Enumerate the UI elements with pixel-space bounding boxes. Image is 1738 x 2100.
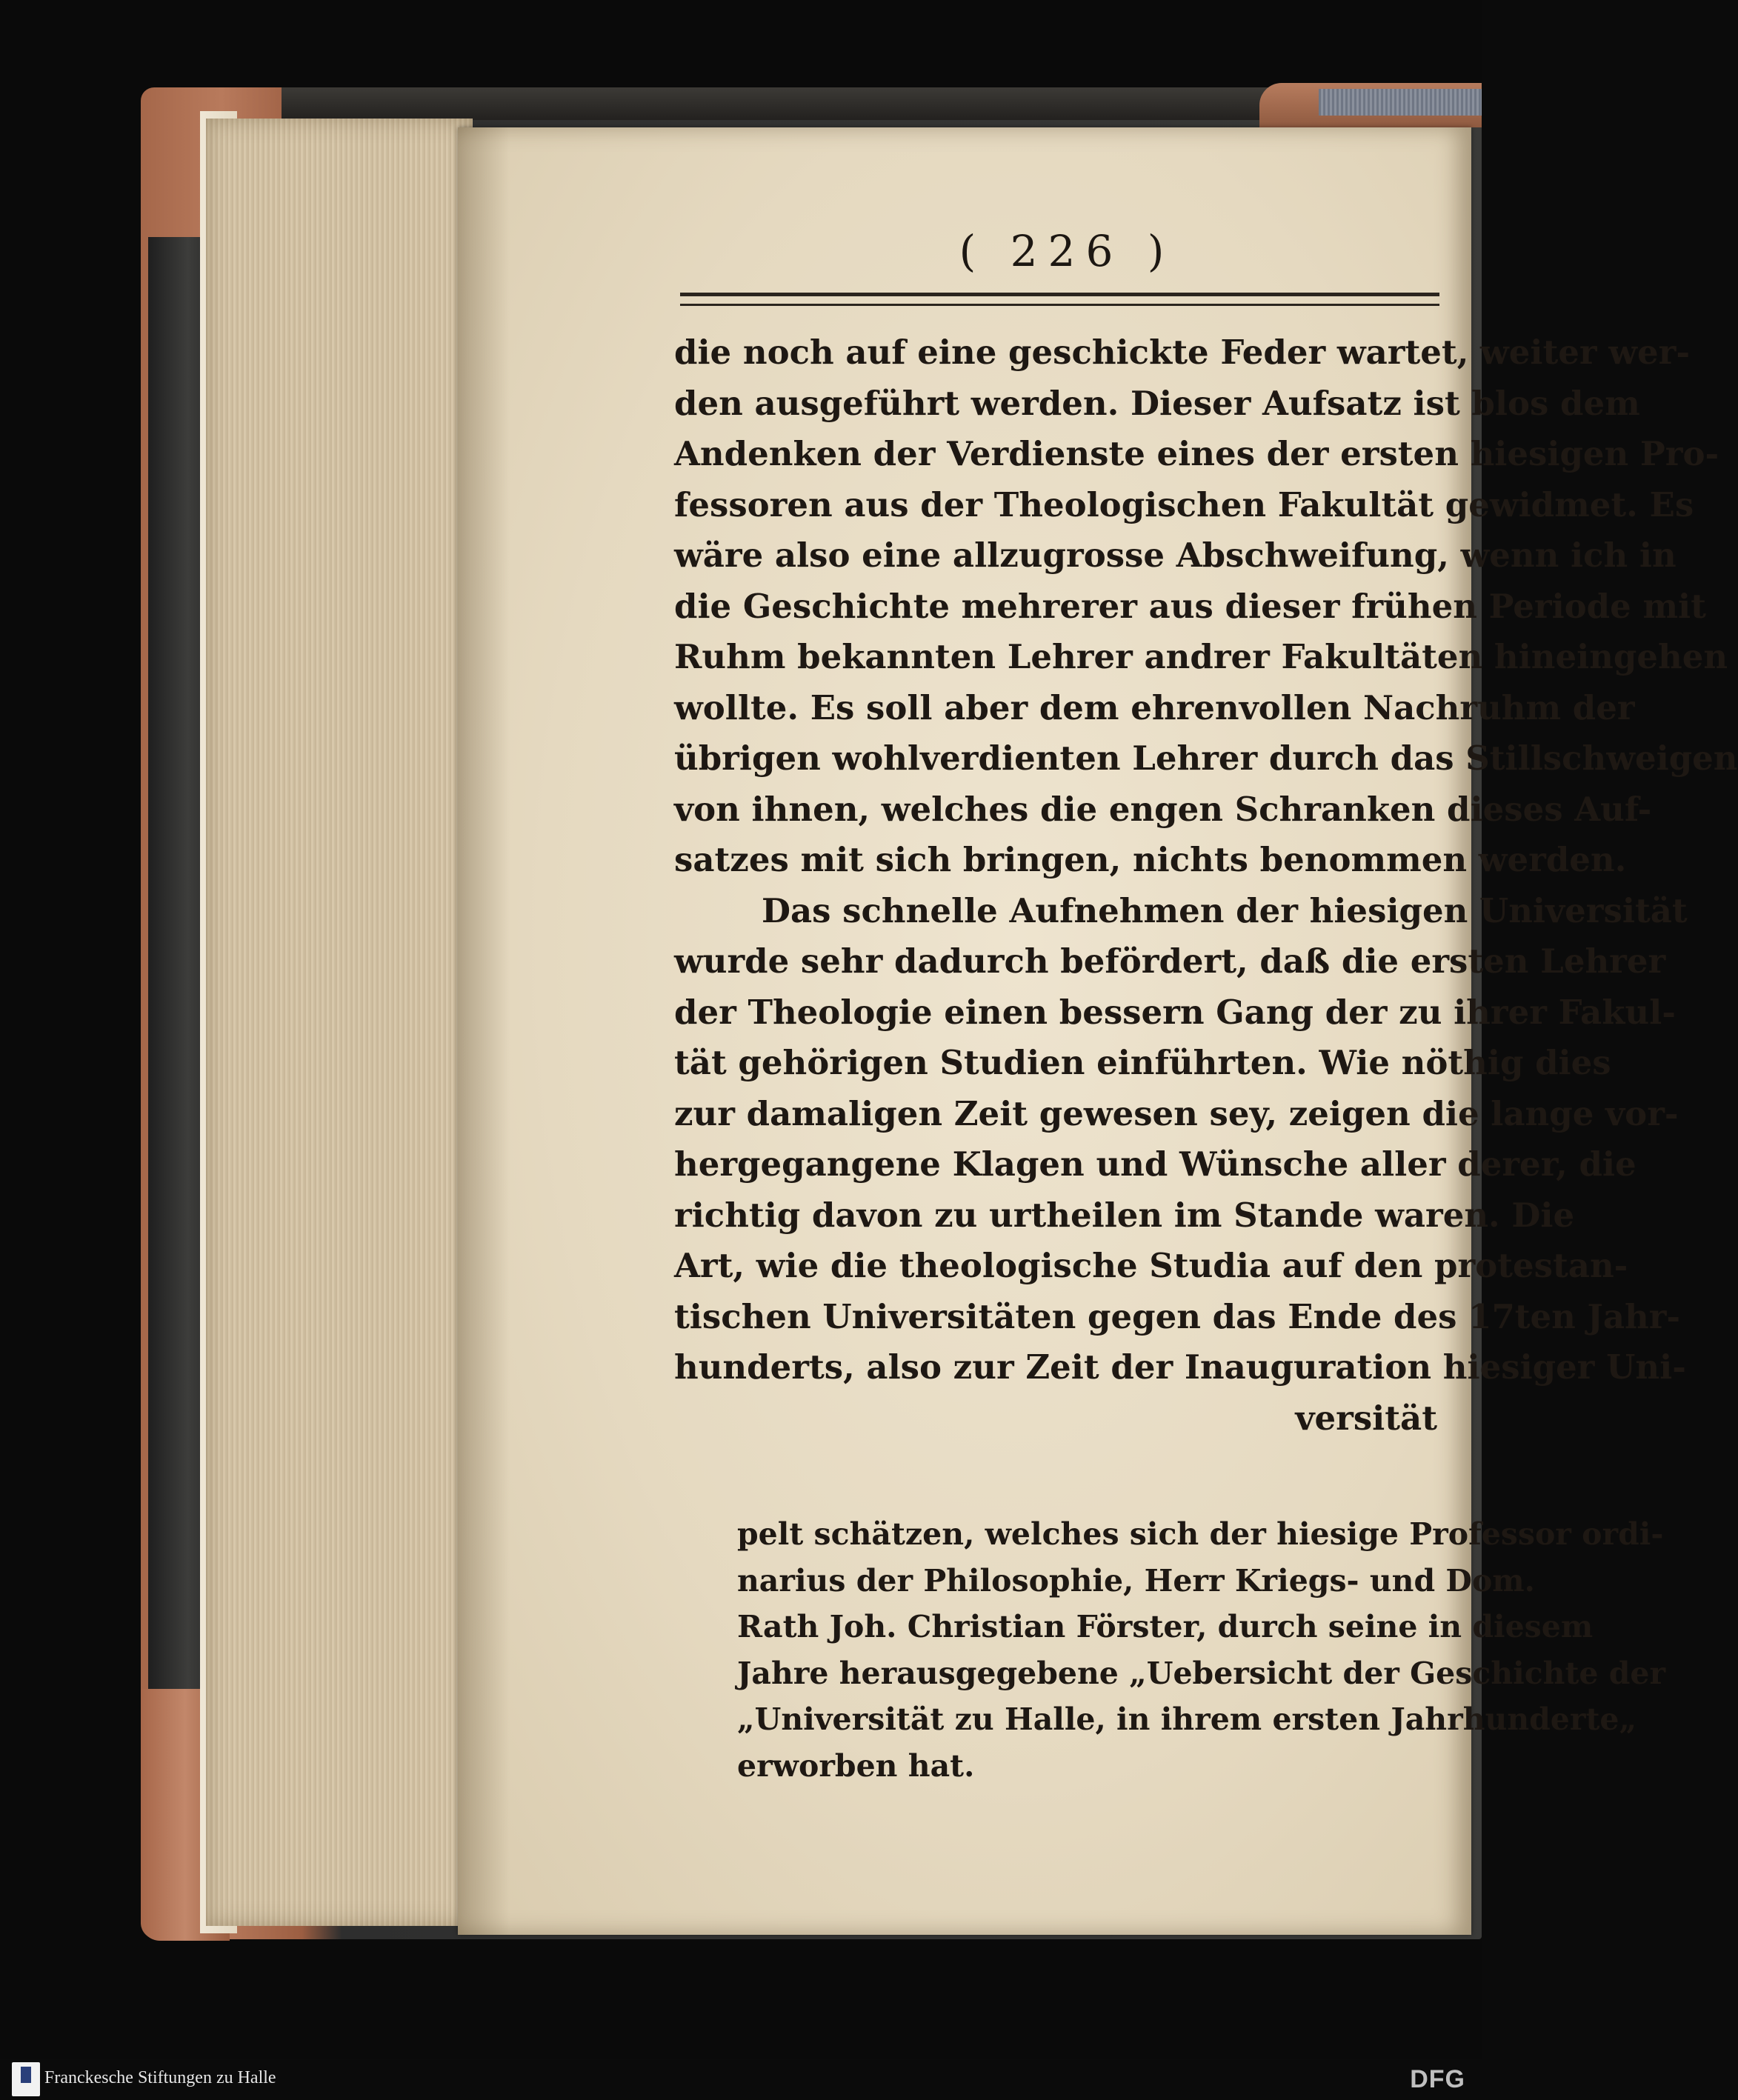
footnote-line: narius der Philosophie, Herr Kriegs- und Dom. [737,1562,1535,1599]
text-line: satzes mit sich bringen, nichts benommen werden. [674,840,1627,879]
text-line: wurde sehr dadurch befördert, daß die ersten Lehrer [674,941,1666,981]
text-line: die noch auf eine geschickte Feder wartet, weiter wer- [674,333,1691,372]
institution-logo-icon [12,2062,40,2096]
cloth-edge [1319,89,1482,116]
footnote-line: Rath Joh. Christian Förster, durch seine in diesem [737,1609,1594,1644]
dfg-logo: DFG [1410,2065,1465,2093]
text-line: die Geschichte mehrerer aus dieser frühen Periode mit [674,586,1706,626]
text-line: den ausgeführt werden. Dieser Aufsatz ist blos dem [674,383,1640,423]
institution-name: Franckesche Stiftungen zu Halle [44,2068,276,2087]
text-line: von ihnen, welches die engen Schranken dieses Auf- [674,789,1652,829]
text-line: übrigen wohlverdienten Lehrer durch das Stillschweigen [674,739,1738,778]
text-line: fessoren aus der Theologischen Fakultät gewidmet. Es [674,484,1694,524]
footer-bar [0,2059,1482,2100]
text-line: Das schnelle Aufnehmen der hiesigen Universität [762,890,1688,930]
text-line: Ruhm bekannten Lehrer andrer Fakultäten hineingehen [674,637,1728,676]
text-line: hunderts, also zur Zeit der Inauguration hiesiger Uni- [674,1347,1686,1387]
page-number: ( 226 ) [959,226,1175,276]
gutter-shadow [458,127,510,1935]
text-line: tät gehörigen Studien einführten. Wie nöthig dies [674,1043,1611,1082]
body-text [674,327,1738,1444]
page-block-edge [206,119,473,1926]
catchword: versität [1295,1398,1437,1438]
text-line: richtig davon zu urtheilen im Stande waren. Die [674,1195,1575,1235]
header-rule [680,293,1439,306]
text-line: der Theologie einen bessern Gang der zu ihrer Fakul- [674,992,1676,1032]
text-line: wäre also eine allzugrosse Abschweifung, wenn ich in [674,536,1677,575]
footnote-line: pelt schätzen, welches sich der hiesige Professor ordi- [737,1516,1664,1552]
text-line: hergegangene Klagen und Wünsche aller derer, die [674,1144,1637,1184]
text-line: zur damaligen Zeit gewesen sey, zeigen die lange vor- [674,1093,1679,1133]
text-line: Andenken der Verdienste eines der ersten hiesigen Pro- [674,434,1719,473]
footnote-line: erworben hat. [737,1747,975,1784]
text-line: tischen Universitäten gegen das Ende des 17ten Jahr- [674,1296,1681,1336]
footnote-line: Jahre herausgegebene „Uebersicht der Geschichte der [737,1655,1666,1691]
footnote-line: „Universität zu Halle, in ihrem ersten Jahrhunderte„ [737,1701,1637,1737]
text-line: Art, wie die theologische Studia auf den protestan- [674,1246,1628,1285]
text-line: wollte. Es soll aber dem ehrenvollen Nachruhm der [674,687,1635,727]
footnote [737,1511,1666,1789]
